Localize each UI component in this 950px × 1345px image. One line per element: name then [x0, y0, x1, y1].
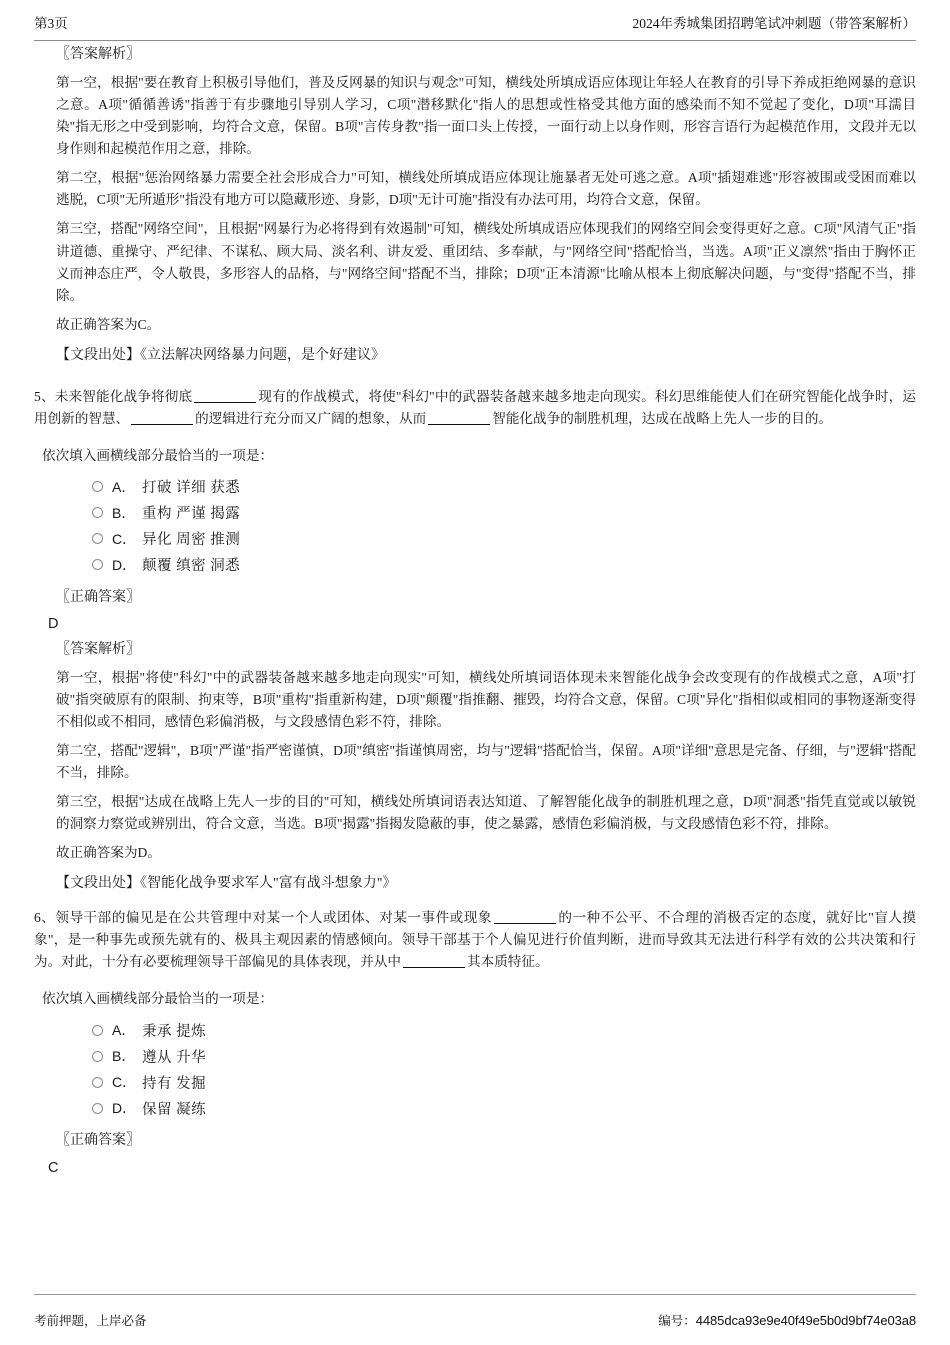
q6-stem-part1: 6、领导干部的偏见是在公共管理中对某一个人或团体、对某一事件或现象 [34, 910, 492, 926]
q6-option-d-letter: D． [112, 1100, 137, 1117]
q4-source-line: 【文段出处】《立法解决网络暴力问题，是个好建议》 [56, 347, 385, 363]
page-header [34, 14, 916, 41]
q4-analysis-tag: 〖答案解析〗 [56, 47, 140, 62]
q6-option-d[interactable] [92, 1095, 916, 1121]
q6-option-a-letter: A． [112, 1022, 136, 1039]
q5-option-c-letter: C． [112, 530, 137, 547]
q5-analysis-body [34, 667, 916, 864]
radio-icon[interactable] [92, 1103, 103, 1114]
q5-stem [34, 386, 916, 430]
q5-option-d-text: 颠覆 缜密 洞悉 [142, 558, 241, 575]
q6-correct-answer-value: C [48, 1159, 59, 1176]
radio-icon[interactable] [92, 533, 103, 544]
q6-option-a-text: 秉承 提炼 [142, 1023, 207, 1040]
q4-analysis-paragraph-3: 第三空，搭配"网络空间"，且根据"网暴行为必将得到有效遏制"可知，横线处所填成语应体现我们的网络空间会变得更好之意。C项"风清气正"指讲道德、重操守、严纪律、不谋私、顾大局、淡名利、讲友爱、重团结、多奉献，与"网络空间"搭配恰当，当选。A项"正义凛然"指由于胸怀正义而神态庄严，令人敬畏，多形容人的品格，与"网络空间"搭配不当，排除；D项"正本清源"比喻从根本上彻底解决问题，与"变得"搭配不当，排除。 [56, 221, 916, 303]
q6-stem [34, 907, 916, 973]
q5-option-c[interactable] [92, 526, 916, 552]
document-content [34, 44, 916, 1182]
q5-option-c-text: 异化 周密 推测 [142, 532, 241, 549]
document-title: 2024年秀城集团招聘笔试冲刺题（带答案解析） [632, 16, 916, 31]
q5-blank-2 [131, 424, 193, 425]
q5-options [34, 474, 916, 578]
q5-option-b-letter: B． [112, 504, 136, 521]
page-footer [34, 1294, 916, 1329]
q5-analysis-paragraph-2: 第二空，搭配"逻辑"，B项"严谨"指严密谨慎，D项"缜密"指谨慎周密，均与"逻辑"搭配恰当，保留。A项"详细"意思是完备、仔细，与"逻辑"搭配不当，排除。 [56, 742, 916, 780]
radio-icon[interactable] [92, 481, 103, 492]
q5-option-a-text: 打破 详细 获悉 [142, 480, 241, 497]
radio-icon[interactable] [92, 1077, 103, 1088]
q5-correct-answer-tag: 〖正确答案〗 [56, 589, 140, 605]
q6-option-b-text: 遵从 升华 [142, 1049, 207, 1066]
footer-code-block [658, 1311, 916, 1329]
q6-stem-part3: 其本质特征。 [467, 954, 549, 970]
q5-source-line: 【文段出处】《智能化战争要求军人"富有战斗想象力"》 [56, 876, 397, 892]
q5-option-a-letter: A． [112, 478, 136, 495]
q6-option-d-text: 保留 凝练 [142, 1101, 207, 1118]
q6-prompt: 依次填入画横线部分最恰当的一项是： [42, 991, 274, 1007]
q6-option-c[interactable] [92, 1069, 916, 1095]
q5-option-b-text: 重构 严谨 揭露 [142, 506, 241, 523]
q5-analysis-paragraph-3: 第三空，根据"达成在战略上先人一步的目的"可知，横线处所填词语表达知道、了解智能化战争的制胜机理之意，D项"洞悉"指凭直觉或以敏锐的洞察力察觉或辨别出，符合文意，当选。B项"揭露"指揭发隐蔽的事，使之暴露，感情色彩偏消极，与文段感情色彩不符，排除。 [56, 794, 916, 832]
q4-conclusion: 故正确答案为C。 [56, 316, 161, 332]
footer-code-value: 4485dca93e9e40f49e5b0d9bf74e03a8 [695, 1313, 916, 1328]
q5-correct-answer-value: D [48, 615, 59, 632]
q4-analysis-paragraph-1: 第一空，根据"要在教育上积极引导他们，普及反网暴的知识与观念"可知，横线处所填成语应体现让年轻人在教育的引导下养成拒绝网暴的意识之意。A项"循循善诱"指善于有步骤地引导别人学习，C项"潜移默化"指人的思想或性格受其他方面的感染而不知不觉起了变化，D项"耳濡目染"指无形之中受到影响，均符合文意，保留。B项"言传身教"指一面口头上传授，一面行动上以身作则，形容言语行为起模范作用，文段并无以身作则和起模范作用之意，排除。 [56, 75, 916, 157]
radio-icon[interactable] [92, 1051, 103, 1062]
q5-conclusion: 故正确答案为D。 [56, 845, 161, 861]
q6-option-b[interactable] [92, 1043, 916, 1069]
q5-stem-part1: 5、未来智能化战争将彻底 [34, 388, 193, 404]
q6-option-a[interactable] [92, 1017, 916, 1043]
q6-option-c-letter: C． [112, 1074, 137, 1091]
q5-analysis-paragraph-1: 第一空，根据"将使"科幻"中的武器装备越来越多地走向现实"可知，横线处所填词语体现未来智能化战争会改变现有的作战模式之意，A项"打破"指突破原有的限制、拘束等，B项"重构"指重新构建，D项"颠覆"指推翻、摧毁，均符合文意，保留。C项"异化"指相似或相同的事物逐渐变得不相似或不相同，感情色彩偏消极，与文段感情色彩不符，排除。 [56, 669, 916, 729]
q6-option-b-letter: B． [112, 1048, 136, 1065]
radio-icon[interactable] [92, 1025, 103, 1036]
q5-stem-part4: 智能化战争的制胜机理，达成在战略上先人一步的目的。 [492, 410, 833, 426]
footer-slogan: 考前押题，上岸必备 [34, 1314, 147, 1328]
q6-blank-1 [494, 923, 556, 924]
q6-blank-2 [403, 967, 465, 968]
q5-option-d[interactable] [92, 552, 916, 578]
q5-blank-3 [428, 424, 490, 425]
page-number-label: 第3页 [34, 16, 68, 31]
q4-analysis-paragraph-2: 第二空，根据"惩治网络暴力需要全社会形成合力"可知，横线处所填成语应体现让施暴者无处可逃之意。A项"插翅难逃"形容被围或受困而难以逃脱，C项"无所遁形"指没有地方可以隐藏形迹、身影，D项"无计可施"指没有办法可用，均符合文意，保留。 [56, 170, 916, 208]
radio-icon[interactable] [92, 507, 103, 518]
q5-option-b[interactable] [92, 500, 916, 526]
q6-options [34, 1017, 916, 1121]
q5-analysis-tag: 〖答案解析〗 [56, 641, 140, 657]
q6-correct-answer-tag: 〖正确答案〗 [56, 1133, 140, 1149]
footer-code-label: 编号： [658, 1314, 696, 1328]
q5-option-a[interactable] [92, 474, 916, 500]
q5-stem-part3: 的逻辑进行充分而又广阔的想象，从而 [195, 410, 427, 426]
q4-analysis-body [34, 72, 916, 335]
radio-icon[interactable] [92, 559, 103, 570]
q5-blank-1 [194, 402, 256, 403]
q5-option-d-letter: D． [112, 556, 137, 573]
q6-stem-part2: 的一种不公平、不合理的消极否定的态度，就好比"盲人摸象"，是一种事先或预先就有的、极具主观因素的情感倾向。领导干部基于个人偏见进行价值判断，进而导致其无法进行科学有效的公共决策和行为。对此，十分有必要梳理领导干部偏见的具体表现，并从中 [34, 910, 916, 970]
q5-prompt: 依次填入画横线部分最恰当的一项是： [42, 447, 274, 463]
q5-stem-part2: 现有的作战模式，将使"科幻"中的武器装备越来越多地走向现实。科幻思维能使人们在研究智能化战争时，运用创新的智慧、 [34, 388, 916, 426]
q6-option-c-text: 持有 发掘 [142, 1075, 207, 1092]
